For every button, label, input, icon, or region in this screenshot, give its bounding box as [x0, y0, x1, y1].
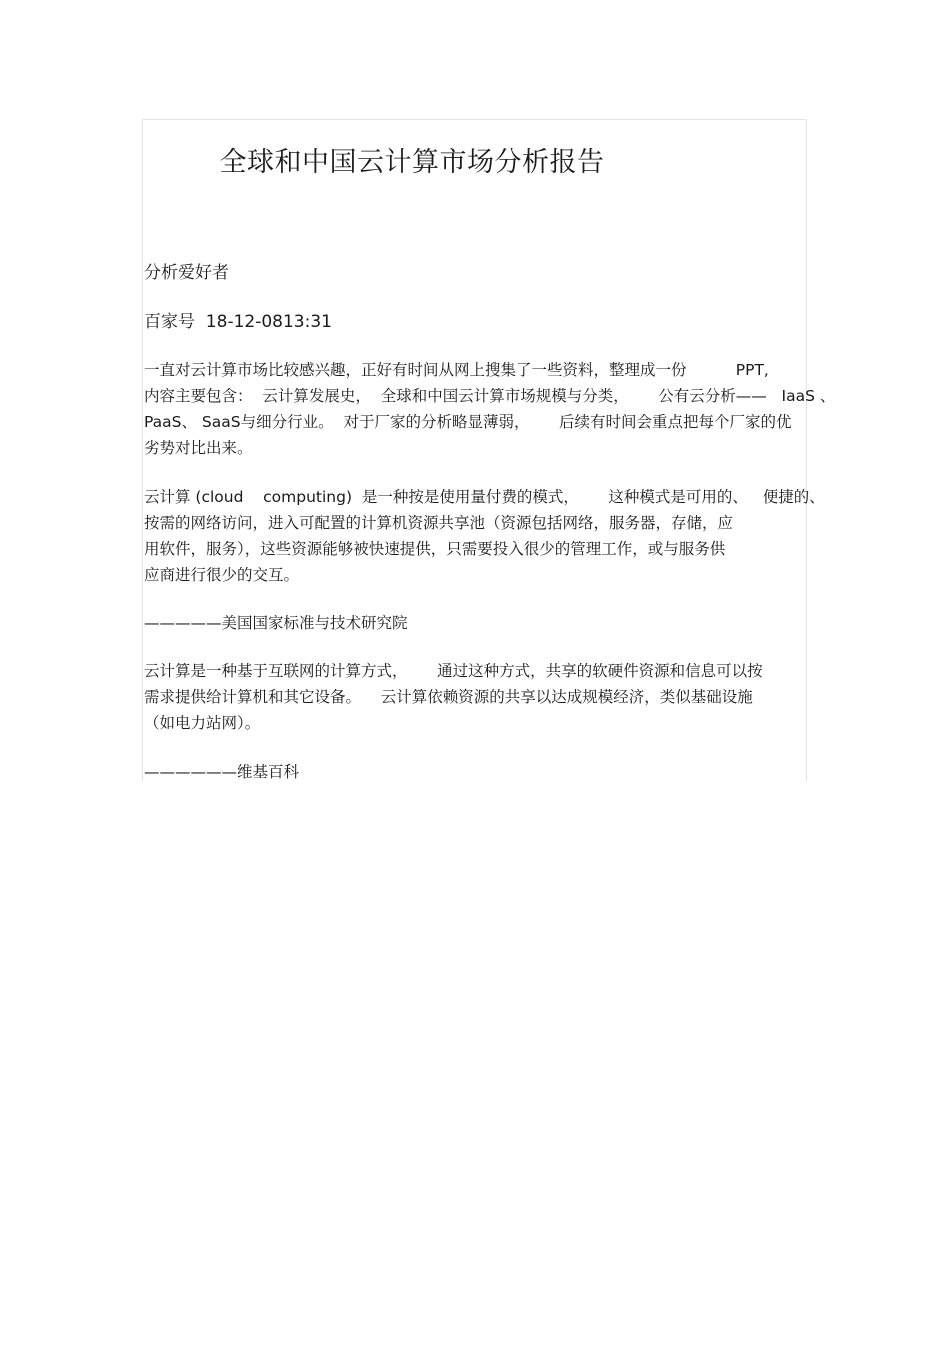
- paragraph-line: 应商进行很少的交互。: [144, 566, 300, 584]
- paragraph-line: 需求提供给计算机和其它设备。 云计算依赖资源的共享以达成规模经济，类似基础设施: [144, 688, 753, 706]
- paragraph-line: 内容主要包含： 云计算发展史， 全球和中国云计算市场规模与分类， 公有云分析—— IaaS 、: [144, 387, 836, 405]
- author-name: 分析爱好者: [144, 263, 229, 283]
- paragraph-line: 用软件，服务），这些资源能够被快速提供，只需要投入很少的管理工作，或与服务供: [144, 540, 726, 558]
- paragraph-line: 云计算 (cloud computing) 是一种按是使用量付费的模式， 这种模式是可用的、 便捷的、: [144, 488, 825, 506]
- paragraph-line: （如电力站网）。: [144, 714, 261, 732]
- paragraph-line: 一直对云计算市场比较感兴趣，正好有时间从网上搜集了一些资料，整理成一份 PPT,: [144, 361, 769, 379]
- source-attribution-wiki: ——————维基百科: [144, 763, 300, 781]
- source-attribution-nist: —————美国国家标准与技术研究院: [144, 614, 408, 632]
- document-title: 全球和中国云计算市场分析报告: [219, 147, 605, 178]
- publish-meta: 百家号 18-12-0813:31: [144, 312, 332, 332]
- paragraph-line: 云计算是一种基于互联网的计算方式， 通过这种方式，共享的软硬件资源和信息可以按: [144, 662, 763, 680]
- paragraph-line: 劣势对比出来。: [144, 439, 253, 457]
- paragraph-line: 按需的网络访问，进入可配置的计算机资源共享池（资源包括网络，服务器，存储，应: [144, 514, 734, 532]
- paragraph-line: PaaS、 SaaS与细分行业。 对于厂家的分析略显薄弱， 后续有时间会重点把每个厂家的优: [144, 413, 792, 431]
